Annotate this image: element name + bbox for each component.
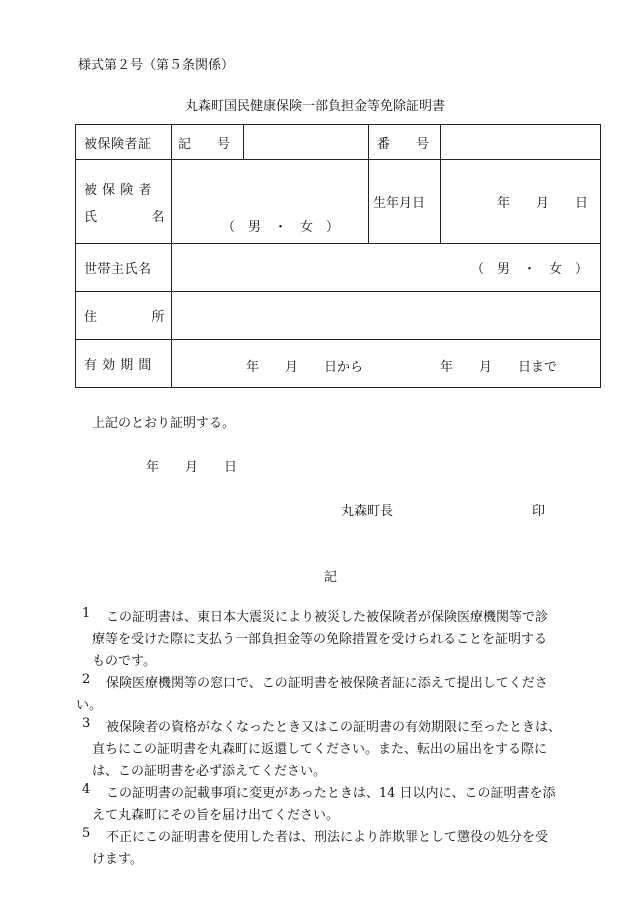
label-address: 住 所 bbox=[76, 292, 172, 340]
valid-from[interactable]: 年 月 日から bbox=[246, 360, 364, 375]
issue-date: 年 月 日 bbox=[146, 460, 238, 475]
document-title: 丸森町国民健康保険一部負担金等免除証明書 bbox=[184, 99, 445, 114]
issuer-title: 丸森町長 bbox=[341, 504, 394, 519]
note-5-line-2: けます。 bbox=[92, 852, 143, 867]
label-bangou: 番 号 bbox=[369, 125, 441, 160]
note-2-line-1: 保険医療機関等の窓口で、この証明書を被保険者証に添えて提出してくださ bbox=[106, 676, 548, 691]
note-2-line-2: い。 bbox=[76, 698, 103, 713]
label-insured-line1: 被 保 険 者 bbox=[84, 182, 152, 198]
note-5-number: 5 bbox=[82, 826, 91, 841]
form-number: 様式第２号（第５条関係） bbox=[78, 58, 235, 73]
note-3-line-1: 被保険者の資格がなくなったとき又はこの証明書の有効期限に至ったときは、 bbox=[106, 720, 562, 735]
insured-gender[interactable]: （ 男 ・ 女 ） bbox=[222, 220, 340, 235]
ki-heading: 記 bbox=[324, 570, 338, 585]
field-bangou[interactable] bbox=[441, 125, 601, 160]
row-insurance-card bbox=[76, 125, 601, 160]
row-household-head bbox=[76, 244, 601, 292]
field-insured-name[interactable] bbox=[172, 160, 369, 244]
note-1-line-3: ものです。 bbox=[92, 654, 156, 669]
household-gender[interactable]: （ 男 ・ 女 ） bbox=[470, 262, 588, 277]
note-5-line-1: 不正にこの証明書を使用した者は、刑法により詐欺罪として懲役の処分を受 bbox=[106, 830, 549, 845]
field-address[interactable] bbox=[172, 292, 601, 340]
note-1-line-1: この証明書は、東日本大震災により被災した被保険者が保険医療機関等で診 bbox=[106, 610, 549, 625]
row-valid-period bbox=[76, 340, 601, 388]
valid-to[interactable]: 年 月 日まで bbox=[440, 360, 558, 375]
statement: 上記のとおり証明する。 bbox=[92, 416, 236, 431]
label-insured-line2: 氏 名 bbox=[84, 209, 166, 225]
note-3-line-3: は、この証明書を必ず添えてください。 bbox=[92, 764, 327, 779]
label-birth-date: 生年月日 bbox=[369, 160, 441, 244]
field-household-head[interactable] bbox=[172, 244, 601, 292]
label-insured-name bbox=[76, 160, 172, 244]
field-birth-date[interactable]: 年 月 日 bbox=[441, 160, 601, 244]
label-household-head: 世帯主氏名 bbox=[76, 244, 172, 292]
note-2-number: 2 bbox=[82, 672, 91, 687]
label-valid-period: 有 効 期 間 bbox=[76, 340, 172, 388]
seal-mark: 印 bbox=[532, 504, 546, 519]
row-address bbox=[76, 292, 601, 340]
note-3-number: 3 bbox=[82, 716, 91, 731]
note-4-number: 4 bbox=[82, 782, 91, 797]
note-4-line-1: この証明書の記載事項に変更があったときは、14 日以内に、この証明書を添 bbox=[106, 786, 556, 801]
row-insured-name bbox=[76, 160, 601, 244]
field-kigou[interactable] bbox=[244, 125, 369, 160]
note-1-line-2: 療等を受けた際に支払う一部負担金等の免除措置を受けられることを証明する bbox=[92, 632, 548, 647]
note-4-line-2: えて丸森町にその旨を届け出てください。 bbox=[92, 808, 340, 823]
note-1-number: 1 bbox=[82, 606, 91, 621]
certificate-table bbox=[75, 124, 601, 388]
note-3-line-2: 直ちにこの証明書を丸森町に返還してください。また、転出の届出をする際に bbox=[92, 742, 548, 757]
label-insurance-card: 被保険者証 bbox=[76, 125, 172, 160]
label-kigou: 記 号 bbox=[172, 125, 244, 160]
field-valid-period[interactable] bbox=[172, 340, 601, 388]
